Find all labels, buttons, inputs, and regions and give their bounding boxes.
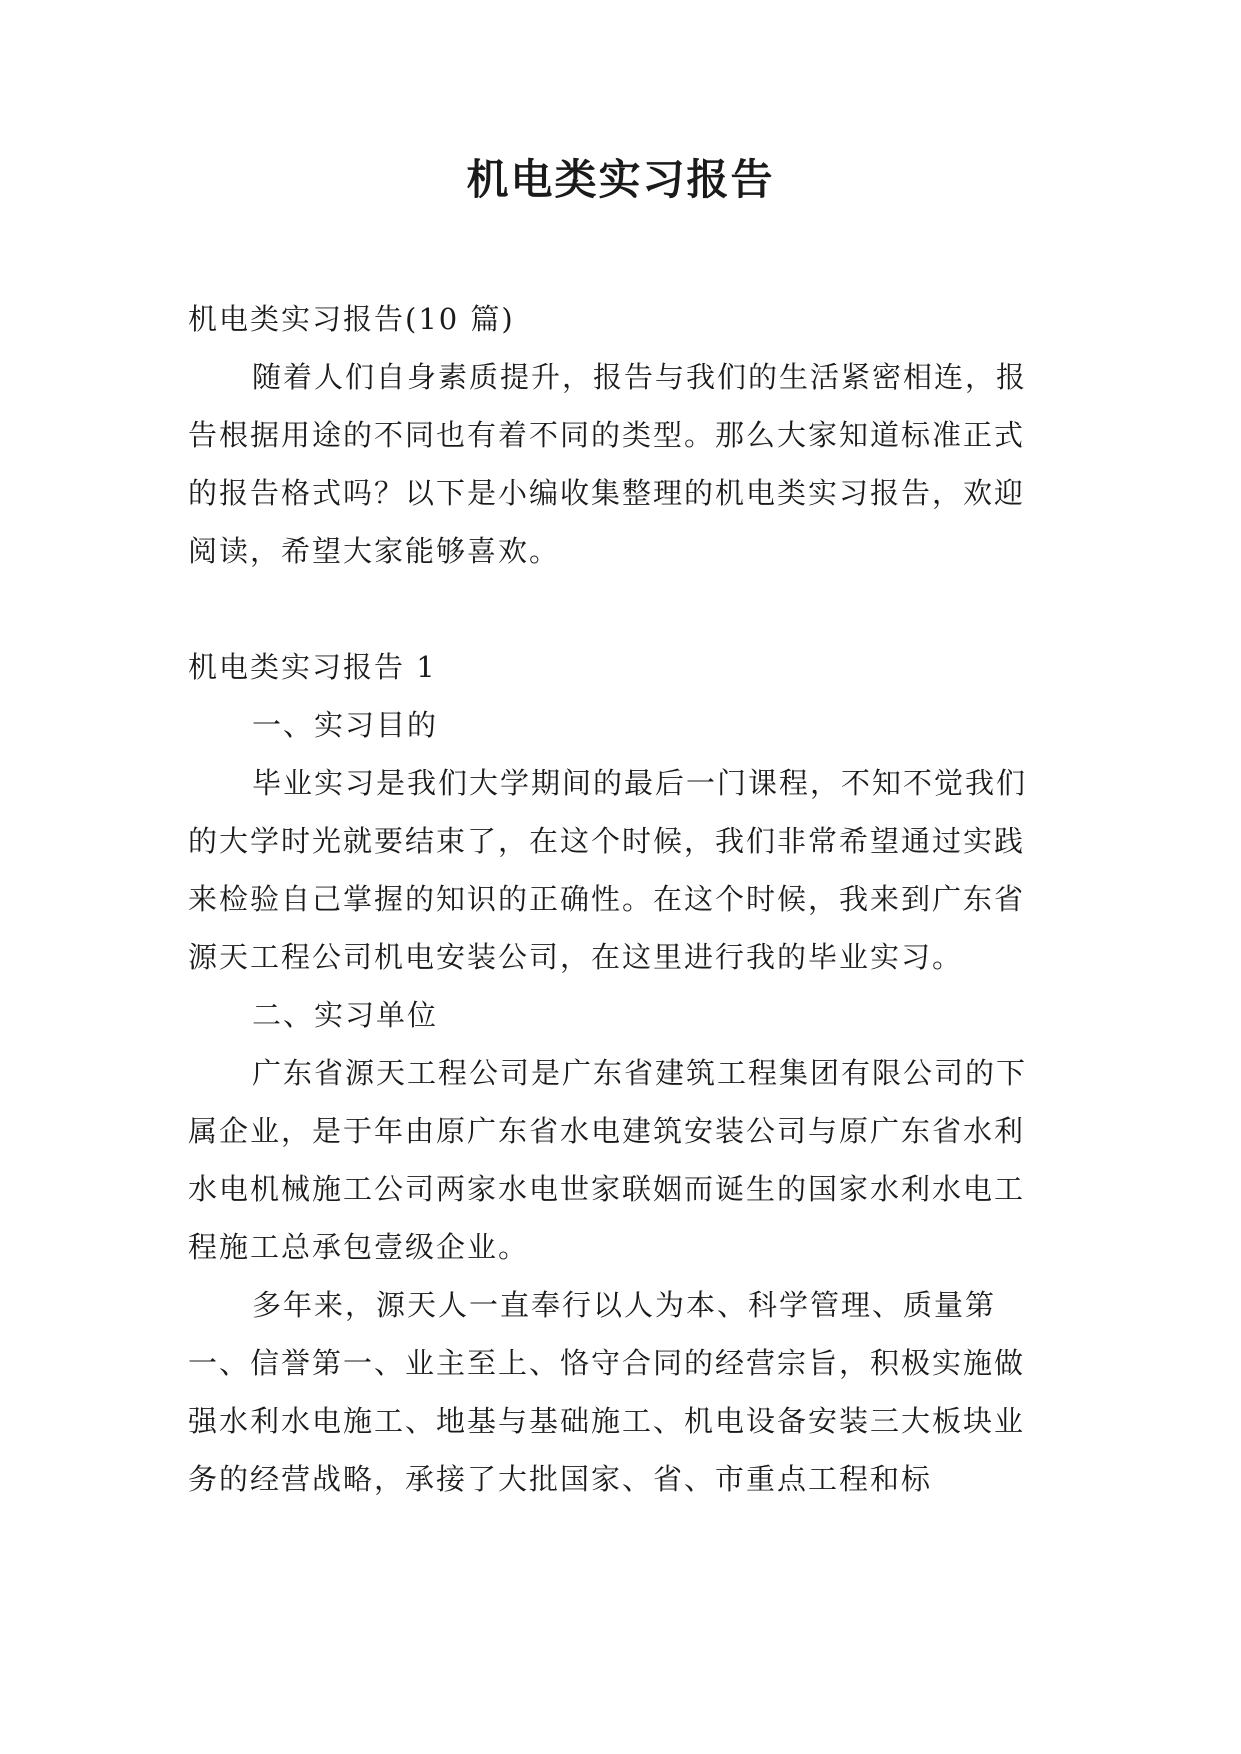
document-subtitle: 机电类实习报告(10 篇) [188,302,515,336]
document-title: 机电类实习报告 [466,155,775,204]
unit-paragraph-1: 广东省源天工程公司是广东省建筑工程集团有限公司的下属企业，是于年由原广东省水电建筑安装公司与原广东省水利水电机械施工公司两家水电世家联姻而诞生的国家水利水电工程施工总承包壹级企业。 [188,1056,1028,1264]
unit-paragraph-2: 多年来，源天人一直奉行以人为本、科学管理、质量第一、信誉第一、业主至上、恪守合同的经营宗旨，积极实施做强水利水电施工、地基与基础施工、机电设备安装三大板块业务的经营战略，承接了大批国家、省、市重点工程和标 [188,1288,1026,1496]
section-heading: 机电类实习报告 1 [188,650,437,684]
subsection-heading-unit: 二、实习单位 [252,998,439,1032]
subsection-heading-purpose: 一、实习目的 [252,708,439,742]
purpose-paragraph: 毕业实习是我们大学期间的最后一门课程，不知不觉我们的大学时光就要结束了，在这个时候，我们非常希望通过实践来检验自己掌握的知识的正确性。在这个时候，我来到广东省源天工程公司机电安装公司，在这里进行我的毕业实习。 [188,766,1028,974]
paragraph-spacer [188,580,1054,638]
document-body [188,290,1054,1508]
intro-paragraph: 随着人们自身素质提升，报告与我们的生活紧密相连，报告根据用途的不同也有着不同的类型。那么大家知道标准正式的报告格式吗？以下是小编收集整理的机电类实习报告，欢迎阅读，希望大家能够喜欢。 [188,360,1028,568]
